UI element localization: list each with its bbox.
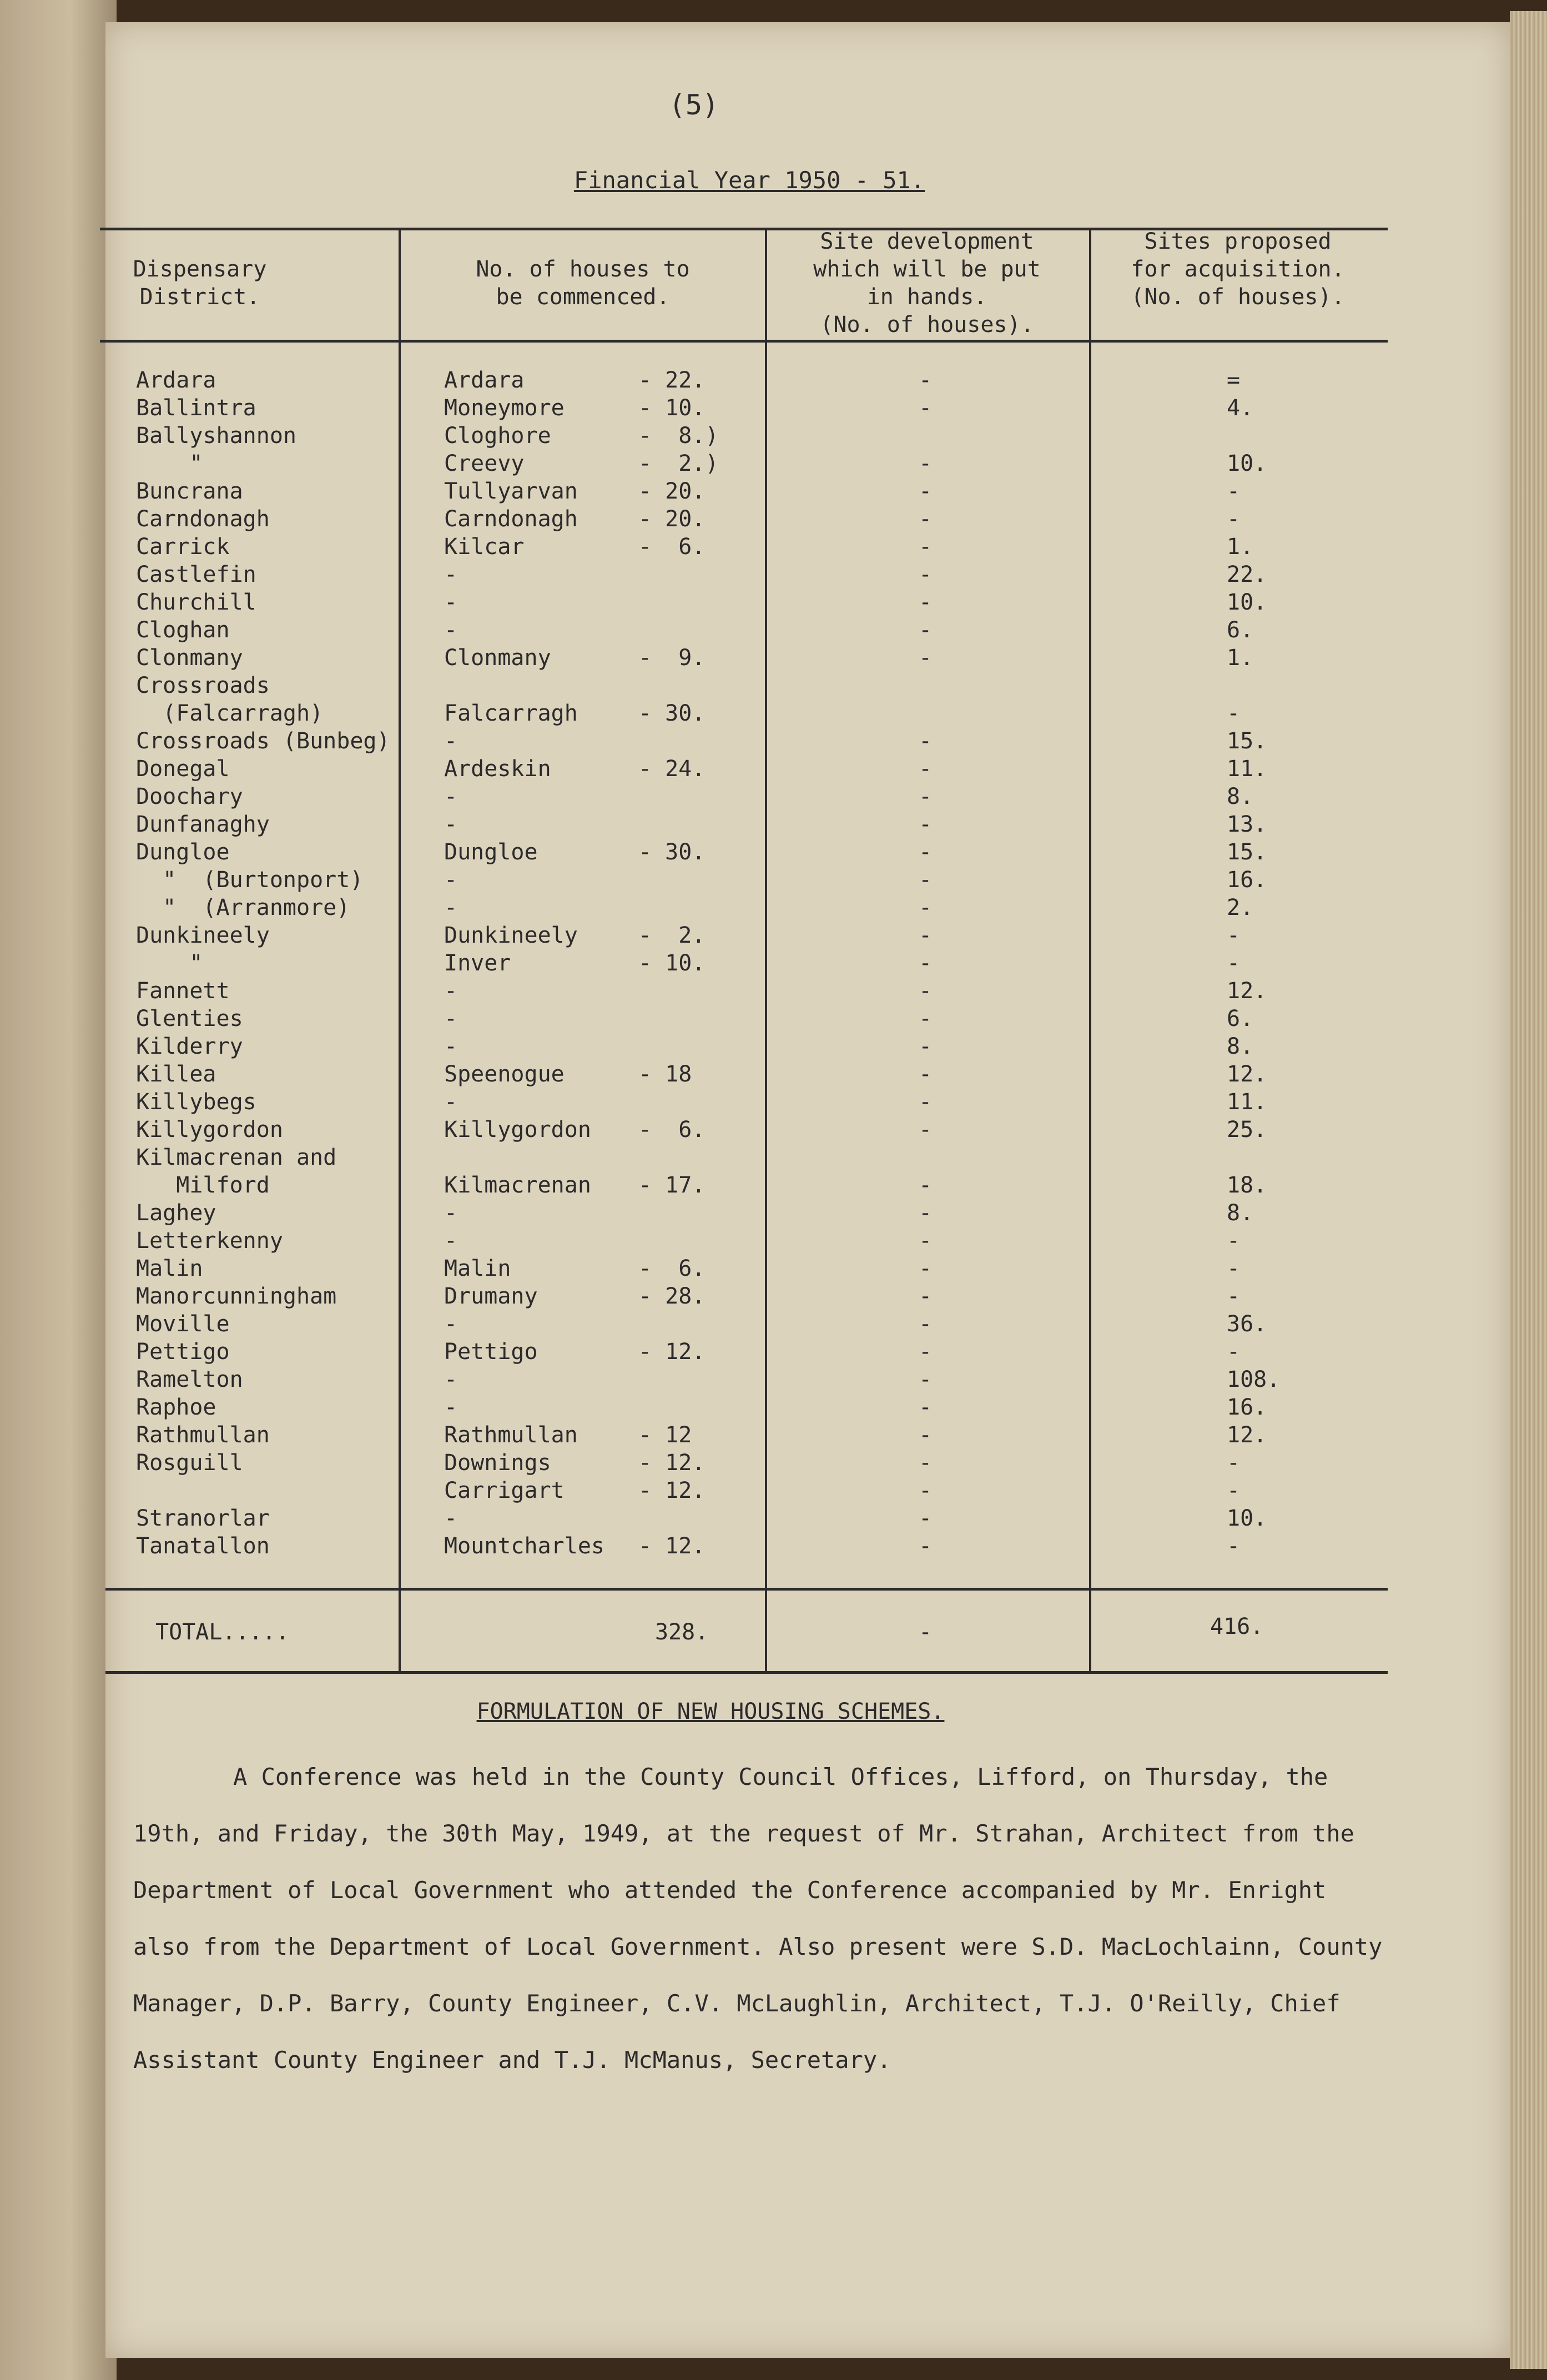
cell-houses: - 2. [638, 923, 706, 948]
cell-district: Clonmany [136, 645, 243, 671]
cell-site-development: - [919, 1061, 933, 1087]
cell-district: Tanatallon [136, 1533, 270, 1559]
cell-site-development: - [919, 756, 933, 782]
cell-houses: - 6. [638, 534, 706, 560]
cell-sites: - [1227, 1339, 1241, 1365]
cell-place: - [444, 728, 458, 754]
cell-houses: - 2.) [638, 451, 719, 476]
cell-district: Carndonagh [136, 506, 270, 532]
cell-district: Dunkineely [136, 923, 270, 948]
cell-site-development: - [919, 562, 933, 587]
cell-site-development: - [919, 590, 933, 615]
cell-place: - [444, 895, 458, 920]
cell-site-development: - [919, 978, 933, 1004]
cell-sites: 1. [1227, 534, 1254, 560]
table-total-rule [105, 1588, 1388, 1591]
cell-district: Donegal [136, 756, 230, 782]
cell-sites: - [1227, 1228, 1241, 1254]
paragraph-text: A Conference was held in the County Council Offices, Lifford, on Thursday, the 19th, and Friday, the 30th May, 1949, at the request of Mr. Strahan, Architect from the Department of Local Government who attended the Conference accompanied by Mr. Enright also from the Department of Local Government. Also present were S.D. MacLochlainn, County Manager, D.P. Barry, County Engineer, C.V. McLaughlin, Architect, T.J. O'Reilly, Chief Assistant County Engineer and T.J. McManus, Secretary. [133, 1763, 1383, 2074]
cell-district: Rosguill [136, 1450, 243, 1476]
cell-place: - [444, 562, 458, 587]
total-label: TOTAL..... [155, 1619, 289, 1645]
cell-site-development: - [919, 812, 933, 837]
cell-houses: - 10. [638, 950, 706, 976]
cell-place: Tullyarvan [444, 479, 578, 504]
cell-houses: - 20. [638, 479, 706, 504]
cell-place: Creevy [444, 451, 525, 476]
cell-site-development: - [919, 1173, 933, 1198]
cell-district: Letterkenny [136, 1228, 283, 1254]
cell-district: Carrick [136, 534, 230, 560]
cell-site-development: - [919, 1117, 933, 1143]
total-site-development: - [919, 1619, 933, 1645]
cell-place: - [444, 978, 458, 1004]
cell-site-development: - [919, 784, 933, 809]
cell-houses: - 12. [638, 1339, 706, 1365]
cell-sites: 8. [1227, 1200, 1254, 1226]
cell-sites: 6. [1227, 1006, 1254, 1031]
cell-sites: 15. [1227, 839, 1267, 865]
cell-place: - [444, 784, 458, 809]
cell-place: Kilmacrenan [444, 1173, 591, 1198]
cell-site-development: - [919, 1367, 933, 1392]
cell-place: Ardeskin [444, 756, 551, 782]
cell-houses: - 12. [638, 1533, 706, 1559]
cell-houses: - 28. [638, 1284, 706, 1309]
cell-site-development: - [919, 1034, 933, 1059]
cell-sites: - [1227, 1256, 1241, 1281]
column-divider-2 [765, 229, 767, 1672]
header-site-development: Site development which will be put in hands. (No. of houses). [813, 229, 1041, 338]
binding-gutter [0, 0, 117, 2380]
cell-place: - [444, 1367, 458, 1392]
cell-sites: 36. [1227, 1311, 1267, 1337]
cell-place: Falcarragh [444, 701, 578, 726]
cell-district: " (Burtonport) [136, 867, 364, 893]
cell-site-development: - [919, 839, 933, 865]
cell-houses: - 6. [638, 1256, 706, 1281]
total-houses: 328. [655, 1619, 709, 1645]
table-header-rule [100, 340, 1388, 343]
cell-district: Raphoe [136, 1395, 216, 1420]
cell-sites: 16. [1227, 1395, 1267, 1420]
cell-site-development: - [919, 728, 933, 754]
cell-place: Speenogue [444, 1061, 565, 1087]
cell-district: Buncrana [136, 479, 243, 504]
cell-district: Dunfanaghy [136, 812, 270, 837]
cell-place: - [444, 1200, 458, 1226]
cell-houses: - 12. [638, 1450, 706, 1476]
cell-district: Ballintra [136, 395, 256, 421]
cell-site-development: - [919, 479, 933, 504]
cell-houses: - 12. [638, 1478, 706, 1503]
cell-place: - [444, 590, 458, 615]
conference-paragraph [133, 1749, 1393, 2089]
cell-district: Ballyshannon [136, 423, 296, 449]
cell-district: Milford [136, 1173, 270, 1198]
cell-sites: - [1227, 701, 1241, 726]
cell-sites: - [1227, 1284, 1241, 1309]
cell-district: Kilderry [136, 1034, 243, 1059]
cell-houses: - 8.) [638, 423, 719, 449]
cell-district: " [136, 950, 203, 976]
cell-houses: - 9. [638, 645, 706, 671]
total-sites: 416. [1210, 1614, 1264, 1639]
cell-place: Rathmullan [444, 1422, 578, 1448]
cell-sites: - [1227, 1450, 1241, 1476]
cell-site-development: - [919, 1450, 933, 1476]
cell-sites: - [1227, 950, 1241, 976]
cell-place: - [444, 1006, 458, 1031]
column-divider-3 [1089, 229, 1091, 1672]
cell-place: Carrigart [444, 1478, 565, 1503]
cell-district: Rathmullan [136, 1422, 270, 1448]
cell-place: Inver [444, 950, 511, 976]
cell-district: Moville [136, 1311, 230, 1337]
cell-district: Ramelton [136, 1367, 243, 1392]
cell-site-development: - [919, 451, 933, 476]
cell-district: Killybegs [136, 1089, 256, 1115]
cell-district: " (Arranmore) [136, 895, 350, 920]
cell-site-development: - [919, 1478, 933, 1503]
cell-sites: - [1227, 479, 1241, 504]
cell-sites: 11. [1227, 756, 1267, 782]
cell-sites: - [1227, 1478, 1241, 1503]
cell-sites: 8. [1227, 1034, 1254, 1059]
cell-place: - [444, 812, 458, 837]
cell-district: Crossroads [136, 673, 270, 698]
cell-district: Crossroads (Bunbeg) [136, 728, 390, 754]
cell-sites: 25. [1227, 1117, 1267, 1143]
cell-site-development: - [919, 1006, 933, 1031]
cell-district: Cloghan [136, 617, 230, 643]
cell-district: Malin [136, 1256, 203, 1281]
cell-place: Dunkineely [444, 923, 578, 948]
page-edges [1510, 11, 1547, 2369]
cell-houses: - 12 [638, 1422, 692, 1448]
cell-site-development: - [919, 923, 933, 948]
cell-place: Clonmany [444, 645, 551, 671]
page-number: (5) [668, 89, 719, 121]
cell-site-development: - [919, 1339, 933, 1365]
cell-place: - [444, 1395, 458, 1420]
cell-district: Stranorlar [136, 1506, 270, 1531]
column-divider-1 [399, 229, 401, 1672]
table-bottom-rule [105, 1671, 1388, 1674]
cell-sites: 16. [1227, 867, 1267, 893]
cell-site-development: - [919, 617, 933, 643]
cell-place: - [444, 1506, 458, 1531]
cell-district: Glenties [136, 1006, 243, 1031]
cell-site-development: - [919, 1256, 933, 1281]
cell-sites: 8. [1227, 784, 1254, 809]
cell-district: Kilmacrenan and [136, 1145, 337, 1170]
cell-sites: 10. [1227, 1506, 1267, 1531]
cell-houses: - 17. [638, 1173, 706, 1198]
header-dispensary-district: Dispensary District. [133, 256, 267, 310]
cell-sites: - [1227, 923, 1241, 948]
cell-place: Kilcar [444, 534, 525, 560]
cell-place: - [444, 617, 458, 643]
cell-sites: 13. [1227, 812, 1267, 837]
financial-year-title: Financial Year 1950 - 51. [573, 167, 925, 194]
cell-houses: - 6. [638, 1117, 706, 1143]
cell-district: Laghey [136, 1200, 216, 1226]
cell-sites: 10. [1227, 451, 1267, 476]
cell-site-development: - [919, 1228, 933, 1254]
cell-site-development: - [919, 1533, 933, 1559]
cell-site-development: - [919, 534, 933, 560]
cell-district: Ardara [136, 368, 216, 393]
cell-site-development: - [919, 895, 933, 920]
cell-sites: - [1227, 506, 1241, 532]
cell-place: Killygordon [444, 1117, 591, 1143]
cell-sites: 108. [1227, 1367, 1281, 1392]
cell-district: Castlefin [136, 562, 256, 587]
cell-site-development: - [919, 395, 933, 421]
cell-place: - [444, 867, 458, 893]
cell-sites: 6. [1227, 617, 1254, 643]
header-sites-proposed: Sites proposed for acquisition. (No. of houses). [1131, 229, 1345, 310]
cell-site-development: - [919, 867, 933, 893]
cell-place: Moneymore [444, 395, 565, 421]
cell-site-development: - [919, 1284, 933, 1309]
cell-district: Doochary [136, 784, 243, 809]
cell-site-development: - [919, 1395, 933, 1420]
cell-sites: - [1227, 1533, 1241, 1559]
cell-place: Carndonagh [444, 506, 578, 532]
cell-sites: 11. [1227, 1089, 1267, 1115]
cell-site-development: - [919, 1311, 933, 1337]
cell-place: Dungloe [444, 839, 538, 865]
cell-sites: 22. [1227, 562, 1267, 587]
cell-sites: 2. [1227, 895, 1254, 920]
cell-sites: 12. [1227, 1422, 1267, 1448]
cell-district: Pettigo [136, 1339, 230, 1365]
cell-site-development: - [919, 506, 933, 532]
cell-houses: - 22. [638, 368, 706, 393]
cell-houses: - 18 [638, 1061, 692, 1087]
cell-site-development: - [919, 1422, 933, 1448]
cell-sites: 15. [1227, 728, 1267, 754]
cell-place: Pettigo [444, 1339, 538, 1365]
cell-houses: - 30. [638, 701, 706, 726]
cell-site-development: - [919, 645, 933, 671]
cell-place: - [444, 1228, 458, 1254]
cell-site-development: - [919, 368, 933, 393]
cell-sites: 1. [1227, 645, 1254, 671]
section-title: FORMULATION OF NEW HOUSING SCHEMES. [476, 1699, 945, 1724]
cell-houses: - 10. [638, 395, 706, 421]
cell-place: - [444, 1311, 458, 1337]
cell-sites: 4. [1227, 395, 1254, 421]
cell-site-development: - [919, 1200, 933, 1226]
cell-place: Downings [444, 1450, 551, 1476]
cell-place: - [444, 1034, 458, 1059]
cell-district: Dungloe [136, 839, 230, 865]
cell-sites: 18. [1227, 1173, 1267, 1198]
cell-place: Mountcharles [444, 1533, 604, 1559]
cell-place: Cloghore [444, 423, 551, 449]
cell-site-development: - [919, 1506, 933, 1531]
cell-houses: - 24. [638, 756, 706, 782]
cell-place: Drumany [444, 1284, 538, 1309]
cell-sites: 12. [1227, 978, 1267, 1004]
cell-place: - [444, 1089, 458, 1115]
cell-sites: 10. [1227, 590, 1267, 615]
header-houses-commenced: No. of houses to be commenced. [476, 256, 690, 310]
cell-district: Fannett [136, 978, 230, 1004]
cell-sites: 12. [1227, 1061, 1267, 1087]
cell-place: Malin [444, 1256, 511, 1281]
cell-site-development: - [919, 1089, 933, 1115]
cell-district: " [136, 451, 203, 476]
cell-place: Ardara [444, 368, 525, 393]
cell-sites: = [1227, 368, 1241, 393]
cell-district: Manorcunningham [136, 1284, 337, 1309]
cell-houses: - 20. [638, 506, 706, 532]
cell-site-development: - [919, 950, 933, 976]
cell-district: Killygordon [136, 1117, 283, 1143]
cell-houses: - 30. [638, 839, 706, 865]
cell-district: Churchill [136, 590, 256, 615]
cell-district: Killea [136, 1061, 216, 1087]
cell-district: (Falcarragh) [136, 701, 324, 726]
